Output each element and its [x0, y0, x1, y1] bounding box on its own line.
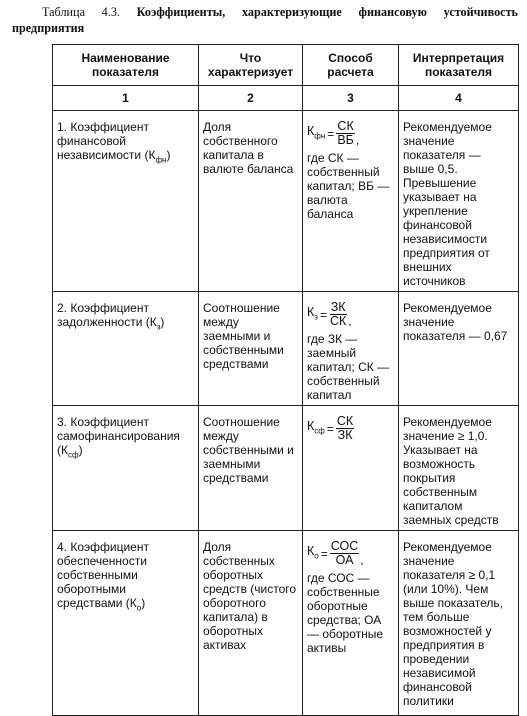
calculation-cell [303, 292, 399, 406]
indicator-subscript: з [156, 322, 161, 332]
formula-numerator: СК [337, 119, 354, 133]
table-caption [12, 4, 518, 36]
header-row [53, 45, 519, 86]
formula-denominator: ЗК [337, 428, 353, 442]
indicator-name-cell [53, 111, 199, 292]
formula-numerator: СК [336, 414, 354, 428]
interpretation: Рекомендуемое значение показателя — выше 0,5. Превышение указывает на укрепление финансовой независимости предприятия от внешних источников [399, 111, 519, 292]
formula-lhs: $К_{сф}$ [307, 418, 325, 436]
indicator-meaning: Соотношение между собственными и заемными средствами [199, 406, 303, 531]
indicator-subscript: фн [155, 155, 167, 165]
indicator-name: 4. Коэффициент обеспеченности собственными оборотными средствами (К [57, 540, 149, 610]
indicator-name-cell [53, 531, 199, 716]
formula-lhs: $К_з$ [307, 304, 318, 322]
indicator-meaning: Соотношение между заемными и собственными средствами [199, 292, 303, 406]
formula-note: где СОС — собственные оборотные средства; ОА — оборотные активы [307, 571, 384, 655]
indicator-name: 3. Коэффициент самофинансирования (К [57, 415, 180, 457]
financial-stability-table [52, 44, 519, 716]
indicator-name-tail: ) [160, 315, 165, 329]
column-number-row [53, 86, 519, 111]
formula-denominator: ВБ [337, 133, 354, 147]
column-number: 3 [303, 86, 399, 111]
formula-fraction [330, 540, 360, 567]
calculation-cell [303, 531, 399, 716]
formula-equals: = [326, 421, 334, 436]
interpretation: Рекомендуемое значение ≥ 1,0. Указывает на возможность покрытия собственным капиталом заемных средств [399, 406, 519, 531]
calculation-cell [303, 406, 399, 531]
formula-fraction [329, 301, 347, 328]
formula-numerator: СОС [330, 539, 359, 553]
table-row [53, 531, 519, 716]
formula-lhs: $К_о$ [307, 543, 319, 561]
formula [307, 415, 394, 442]
formula-numerator: ЗК [330, 300, 346, 314]
header-interpretation: Интерпретация показателя [399, 45, 519, 86]
column-number: 4 [399, 86, 519, 111]
indicator-meaning: Доля собственных оборотных средств (чистого оборотного капитала) в оборотных активах [199, 531, 303, 716]
formula-fraction [336, 120, 355, 147]
formula [307, 540, 394, 567]
caption-title: Коэффициенты, характеризующие финансовую устойчивость предприятия [12, 5, 518, 35]
formula-denominator: СК [329, 314, 347, 328]
table-row [53, 406, 519, 531]
indicator-subscript: сф [68, 450, 79, 460]
formula-lhs: $К_{фн}$ [307, 123, 326, 141]
column-number: 2 [199, 86, 303, 111]
column-number: 1 [53, 86, 199, 111]
indicator-name-tail: ) [78, 443, 83, 457]
table-row [53, 292, 519, 406]
indicator-name-cell [53, 292, 199, 406]
formula-equals: = [319, 307, 327, 322]
formula-tail: , [360, 553, 364, 567]
table-row [53, 111, 519, 292]
indicator-subscript: о [136, 603, 142, 613]
caption-prefix: Таблица 4.3. [42, 5, 120, 19]
interpretation: Рекомендуемое значение показателя ≥ 0,1 (или 10%). Чем выше показатель, тем больше возможностей у предприятия в проведении независимой финансовой политики [399, 531, 519, 716]
indicator-name-tail: ) [141, 596, 146, 610]
formula-tail: , [348, 314, 352, 328]
formula [307, 301, 394, 328]
header-what: Что характеризует [199, 45, 303, 86]
formula-note: где ЗК — заемный капитал; СК — собственный капитал [307, 332, 390, 402]
header-name: Наименование показателя [53, 45, 199, 86]
formula-tail: , [355, 133, 360, 147]
formula-equals: = [320, 546, 328, 561]
calculation-cell [303, 111, 399, 292]
formula [307, 120, 394, 147]
indicator-name: 1. Коэффициент финансовой независимости (К [57, 120, 156, 162]
formula-equals: = [327, 126, 335, 141]
formula-note: где СК — собственный капитал; ВБ — валюта баланса [307, 151, 390, 221]
indicator-name-tail: ) [166, 148, 171, 162]
indicator-name: 2. Коэффициент задолженности (К [57, 301, 157, 329]
interpretation: Рекомендуемое значение показателя — 0,67 [399, 292, 519, 406]
indicator-name-cell [53, 406, 199, 531]
header-method: Способ расчета [303, 45, 399, 86]
formula-fraction [336, 415, 354, 442]
indicator-meaning: Доля собственного капитала в валюте баланса [199, 111, 303, 292]
formula-denominator: ОА [335, 553, 354, 567]
